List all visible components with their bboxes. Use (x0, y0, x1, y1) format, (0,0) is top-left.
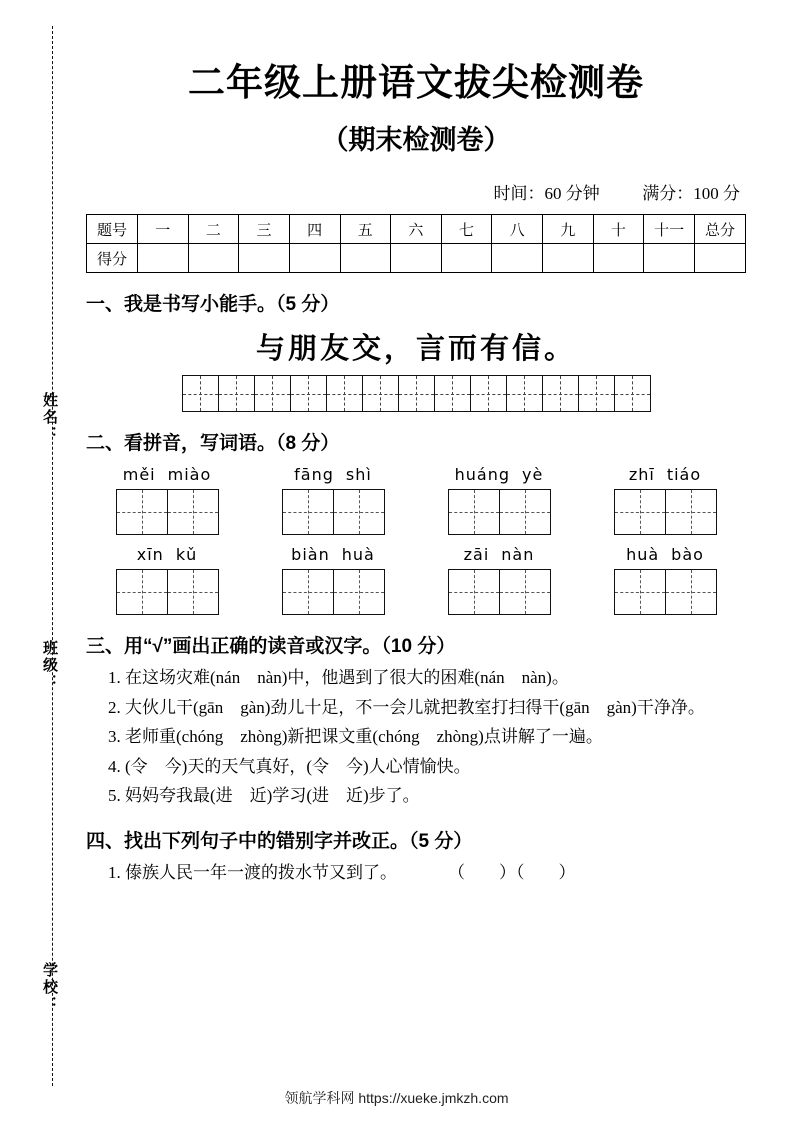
answer-cells[interactable] (590, 489, 740, 535)
answer-cell[interactable] (614, 569, 666, 615)
score-table-row-label: 得分 (87, 244, 138, 273)
score-table-col-header: 六 (391, 215, 442, 244)
score-table-col-header: 九 (543, 215, 594, 244)
answer-cells[interactable] (258, 489, 408, 535)
exam-time-label: 时间：60 分钟 (493, 184, 600, 203)
score-cell[interactable] (492, 244, 543, 273)
score-cell[interactable] (391, 244, 442, 273)
section-1-sentence: 与朋友交，言而有信。 (255, 333, 576, 365)
answer-cell[interactable] (614, 489, 666, 535)
pinyin-text: huáng yè (454, 465, 544, 484)
score-cell[interactable] (543, 244, 594, 273)
writing-grid-cell[interactable] (470, 375, 507, 412)
answer-cell[interactable] (499, 569, 551, 615)
footer-watermark: 领航学科网 https://xueke.jmkzh.com (284, 1090, 509, 1106)
list-item: 3. 老师重(chóng zhòng)新把课文重(chóng zhòng)点讲解了一遍。 (108, 727, 603, 747)
section-1-heading: 一、我是书写小能手。（5 分） (86, 294, 340, 315)
score-table-col-header: 三 (239, 215, 290, 244)
answer-cells[interactable] (424, 569, 574, 615)
exam-total-score-label: 满分：100 分 (642, 184, 740, 203)
pinyin-text: huà bào (626, 545, 704, 564)
answer-cells[interactable] (590, 569, 740, 615)
student-class-label: 班级： (41, 640, 57, 691)
score-cell[interactable] (340, 244, 391, 273)
answer-cell[interactable] (499, 489, 551, 535)
writing-grid-cell[interactable] (290, 375, 327, 412)
answer-cell[interactable] (448, 489, 500, 535)
list-item: 1. 在这场灾难(nán nàn)中，他遇到了很大的困难(nán nàn)。 (108, 668, 569, 687)
score-table-col-header: 七 (441, 215, 492, 244)
pinyin-text: zāi nàn (463, 545, 535, 564)
section-4-heading: 四、找出下列句子中的错别字并改正。（5 分） (86, 830, 473, 852)
score-cell[interactable] (239, 244, 290, 273)
score-cell[interactable] (188, 244, 239, 273)
writing-grid-cell[interactable] (362, 375, 399, 412)
answer-cell[interactable] (665, 569, 717, 615)
answer-cell[interactable] (333, 489, 385, 535)
score-table-col-header: 五 (340, 215, 391, 244)
pinyin-word-item (424, 465, 574, 535)
answer-cells[interactable] (424, 489, 574, 535)
table-row (87, 215, 746, 244)
pinyin-text: xīn kǔ (136, 545, 198, 564)
pinyin-row (86, 545, 746, 615)
page-title: 二年级上册语文拔尖检测卷 (188, 62, 644, 103)
writing-grid-cell[interactable] (542, 375, 579, 412)
list-item: 1. 傣族人民一年一渡的拨水节又到了。 （ ）（ ） (108, 862, 576, 882)
section-3-question-list (86, 664, 746, 810)
answer-cell[interactable] (167, 489, 219, 535)
pinyin-word-item (258, 545, 408, 615)
answer-cells[interactable] (92, 569, 242, 615)
pinyin-word-item (590, 465, 740, 535)
section-3-heading: 三、用“√”画出正确的读音或汉字。（10 分） (86, 636, 456, 657)
writing-grid-cell[interactable] (218, 375, 255, 412)
answer-cell[interactable] (665, 489, 717, 535)
answer-cells[interactable] (258, 569, 408, 615)
table-row (87, 244, 746, 273)
page-subtitle: （期末检测卷） (321, 125, 511, 155)
score-cell-total[interactable] (695, 244, 746, 273)
exam-meta (86, 179, 746, 204)
paper-content (86, 0, 746, 888)
score-cell[interactable] (441, 244, 492, 273)
pinyin-word-item (92, 465, 242, 535)
answer-cell[interactable] (282, 569, 334, 615)
score-cell[interactable] (138, 244, 189, 273)
score-table-col-header: 二 (188, 215, 239, 244)
score-table (86, 214, 746, 273)
pinyin-text: biàn huà (291, 545, 375, 564)
pinyin-word-area (86, 465, 746, 615)
writing-grid-cell[interactable] (506, 375, 543, 412)
writing-grid-cell[interactable] (254, 375, 291, 412)
score-table-col-header: 八 (492, 215, 543, 244)
writing-grid[interactable] (86, 375, 746, 412)
score-table-col-header: 一 (138, 215, 189, 244)
answer-cell[interactable] (448, 569, 500, 615)
pinyin-word-item (258, 465, 408, 535)
section-2-heading: 二、看拼音，写词语。（8 分） (86, 433, 340, 454)
answer-cell[interactable] (167, 569, 219, 615)
section-4-question-list (86, 859, 746, 887)
answer-cell[interactable] (116, 569, 168, 615)
writing-grid-cell[interactable] (326, 375, 363, 412)
score-cell[interactable] (644, 244, 695, 273)
pinyin-word-item (92, 545, 242, 615)
score-table-col-header: 四 (289, 215, 340, 244)
binding-dashed-line (52, 26, 53, 1086)
answer-cell[interactable] (116, 489, 168, 535)
score-table-col-header: 十一 (644, 215, 695, 244)
score-table-col-header: 十 (593, 215, 644, 244)
pinyin-text: fāng shì (294, 465, 372, 484)
pinyin-text: měi miào (122, 465, 212, 484)
student-school-label: 学校： (41, 962, 57, 1013)
pinyin-text: zhī tiáo (628, 465, 702, 484)
writing-grid-cell[interactable] (614, 375, 651, 412)
score-cell[interactable] (289, 244, 340, 273)
pinyin-word-item (424, 545, 574, 615)
list-item: 5. 妈妈夸我最(进 近)学习(进 近)步了。 (108, 786, 420, 806)
list-item: 4. (令 今)天的天气真好，(令 今)人心情愉快。 (108, 756, 471, 776)
answer-cell[interactable] (333, 569, 385, 615)
writing-grid-cell[interactable] (434, 375, 471, 412)
score-table-row-label: 题号 (87, 215, 138, 244)
writing-grid-cell[interactable] (398, 375, 435, 412)
pinyin-word-item (590, 545, 740, 615)
score-cell[interactable] (593, 244, 644, 273)
score-table-col-header-total: 总分 (695, 215, 746, 244)
pinyin-row (86, 465, 746, 535)
student-name-label: 姓名： (41, 392, 57, 443)
list-item: 2. 大伙儿干(gān gàn)劲儿十足，不一会儿就把教室打扫得干(gān gàn)干净净。 (108, 697, 705, 717)
answer-cells[interactable] (92, 489, 242, 535)
writing-grid-cell[interactable] (578, 375, 615, 412)
answer-cell[interactable] (282, 489, 334, 535)
writing-grid-cell[interactable] (182, 375, 219, 412)
